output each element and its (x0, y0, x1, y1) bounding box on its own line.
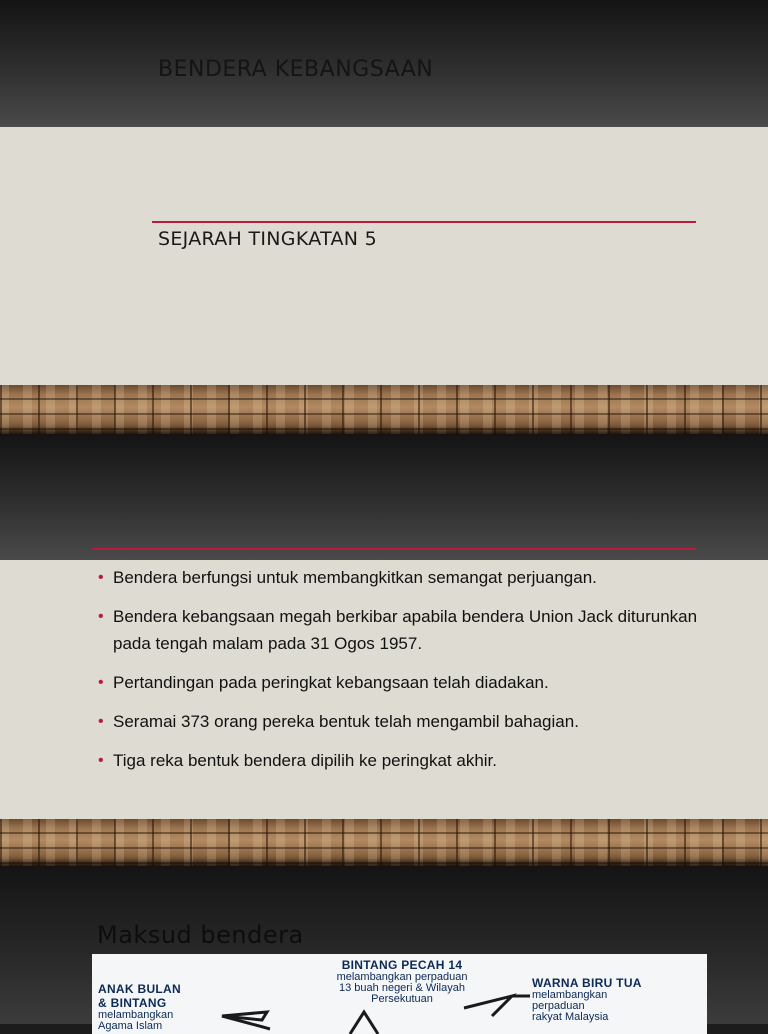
bullet-icon: • (98, 713, 104, 730)
wood-floor-decoration (0, 819, 768, 866)
wood-floor-decoration (0, 385, 768, 434)
bullet-item: • Seramai 373 orang pereka bentuk telah mengambil bahagian. (98, 708, 708, 735)
slide-1 (0, 0, 768, 434)
slide-title: Maksud bendera (97, 921, 304, 949)
flag-meaning-image (92, 954, 707, 1034)
bullet-item: • Pertandingan pada peringkat kebangsaan telah diadakan. (98, 669, 708, 696)
slide-subtitle: SEJARAH TINGKATAN 5 (158, 228, 378, 250)
star-meaning-label: BINTANG PECAH 14 melambangkan perpaduan 13 buah negeri & Wilayah Persekutuan (336, 958, 468, 1005)
bullet-icon: • (98, 674, 104, 691)
bullet-icon: • (98, 608, 104, 625)
slide-2 (0, 434, 768, 866)
bullet-item: • Tiga reka bentuk bendera dipilih ke peringkat akhir. (98, 747, 708, 774)
bullet-icon: • (98, 752, 104, 769)
accent-rule (92, 548, 696, 550)
accent-rule (152, 221, 696, 223)
slide-header-band (0, 434, 768, 560)
bullet-item: • Bendera berfungsi untuk membangkitkan semangat perjuangan. (98, 564, 708, 591)
blue-meaning-label: WARNA BIRU TUA melambangkan perpaduan rakyat Malaysia (532, 976, 642, 1023)
bullet-list (98, 564, 708, 786)
bullet-item: • Bendera kebangsaan megah berkibar apabila bendera Union Jack diturunkan pada tengah malam pada 31 Ogos 1957. (98, 603, 708, 657)
crescent-meaning-label: ANAK BULAN & BINTANG melambangkan Agama Islam (98, 982, 181, 1032)
slide-3 (0, 866, 768, 1032)
slide-content-panel (0, 127, 768, 385)
slide-title: BENDERA KEBANGSAAN (158, 57, 434, 82)
bullet-icon: • (98, 569, 104, 586)
up-arrow-icon (350, 1012, 378, 1034)
